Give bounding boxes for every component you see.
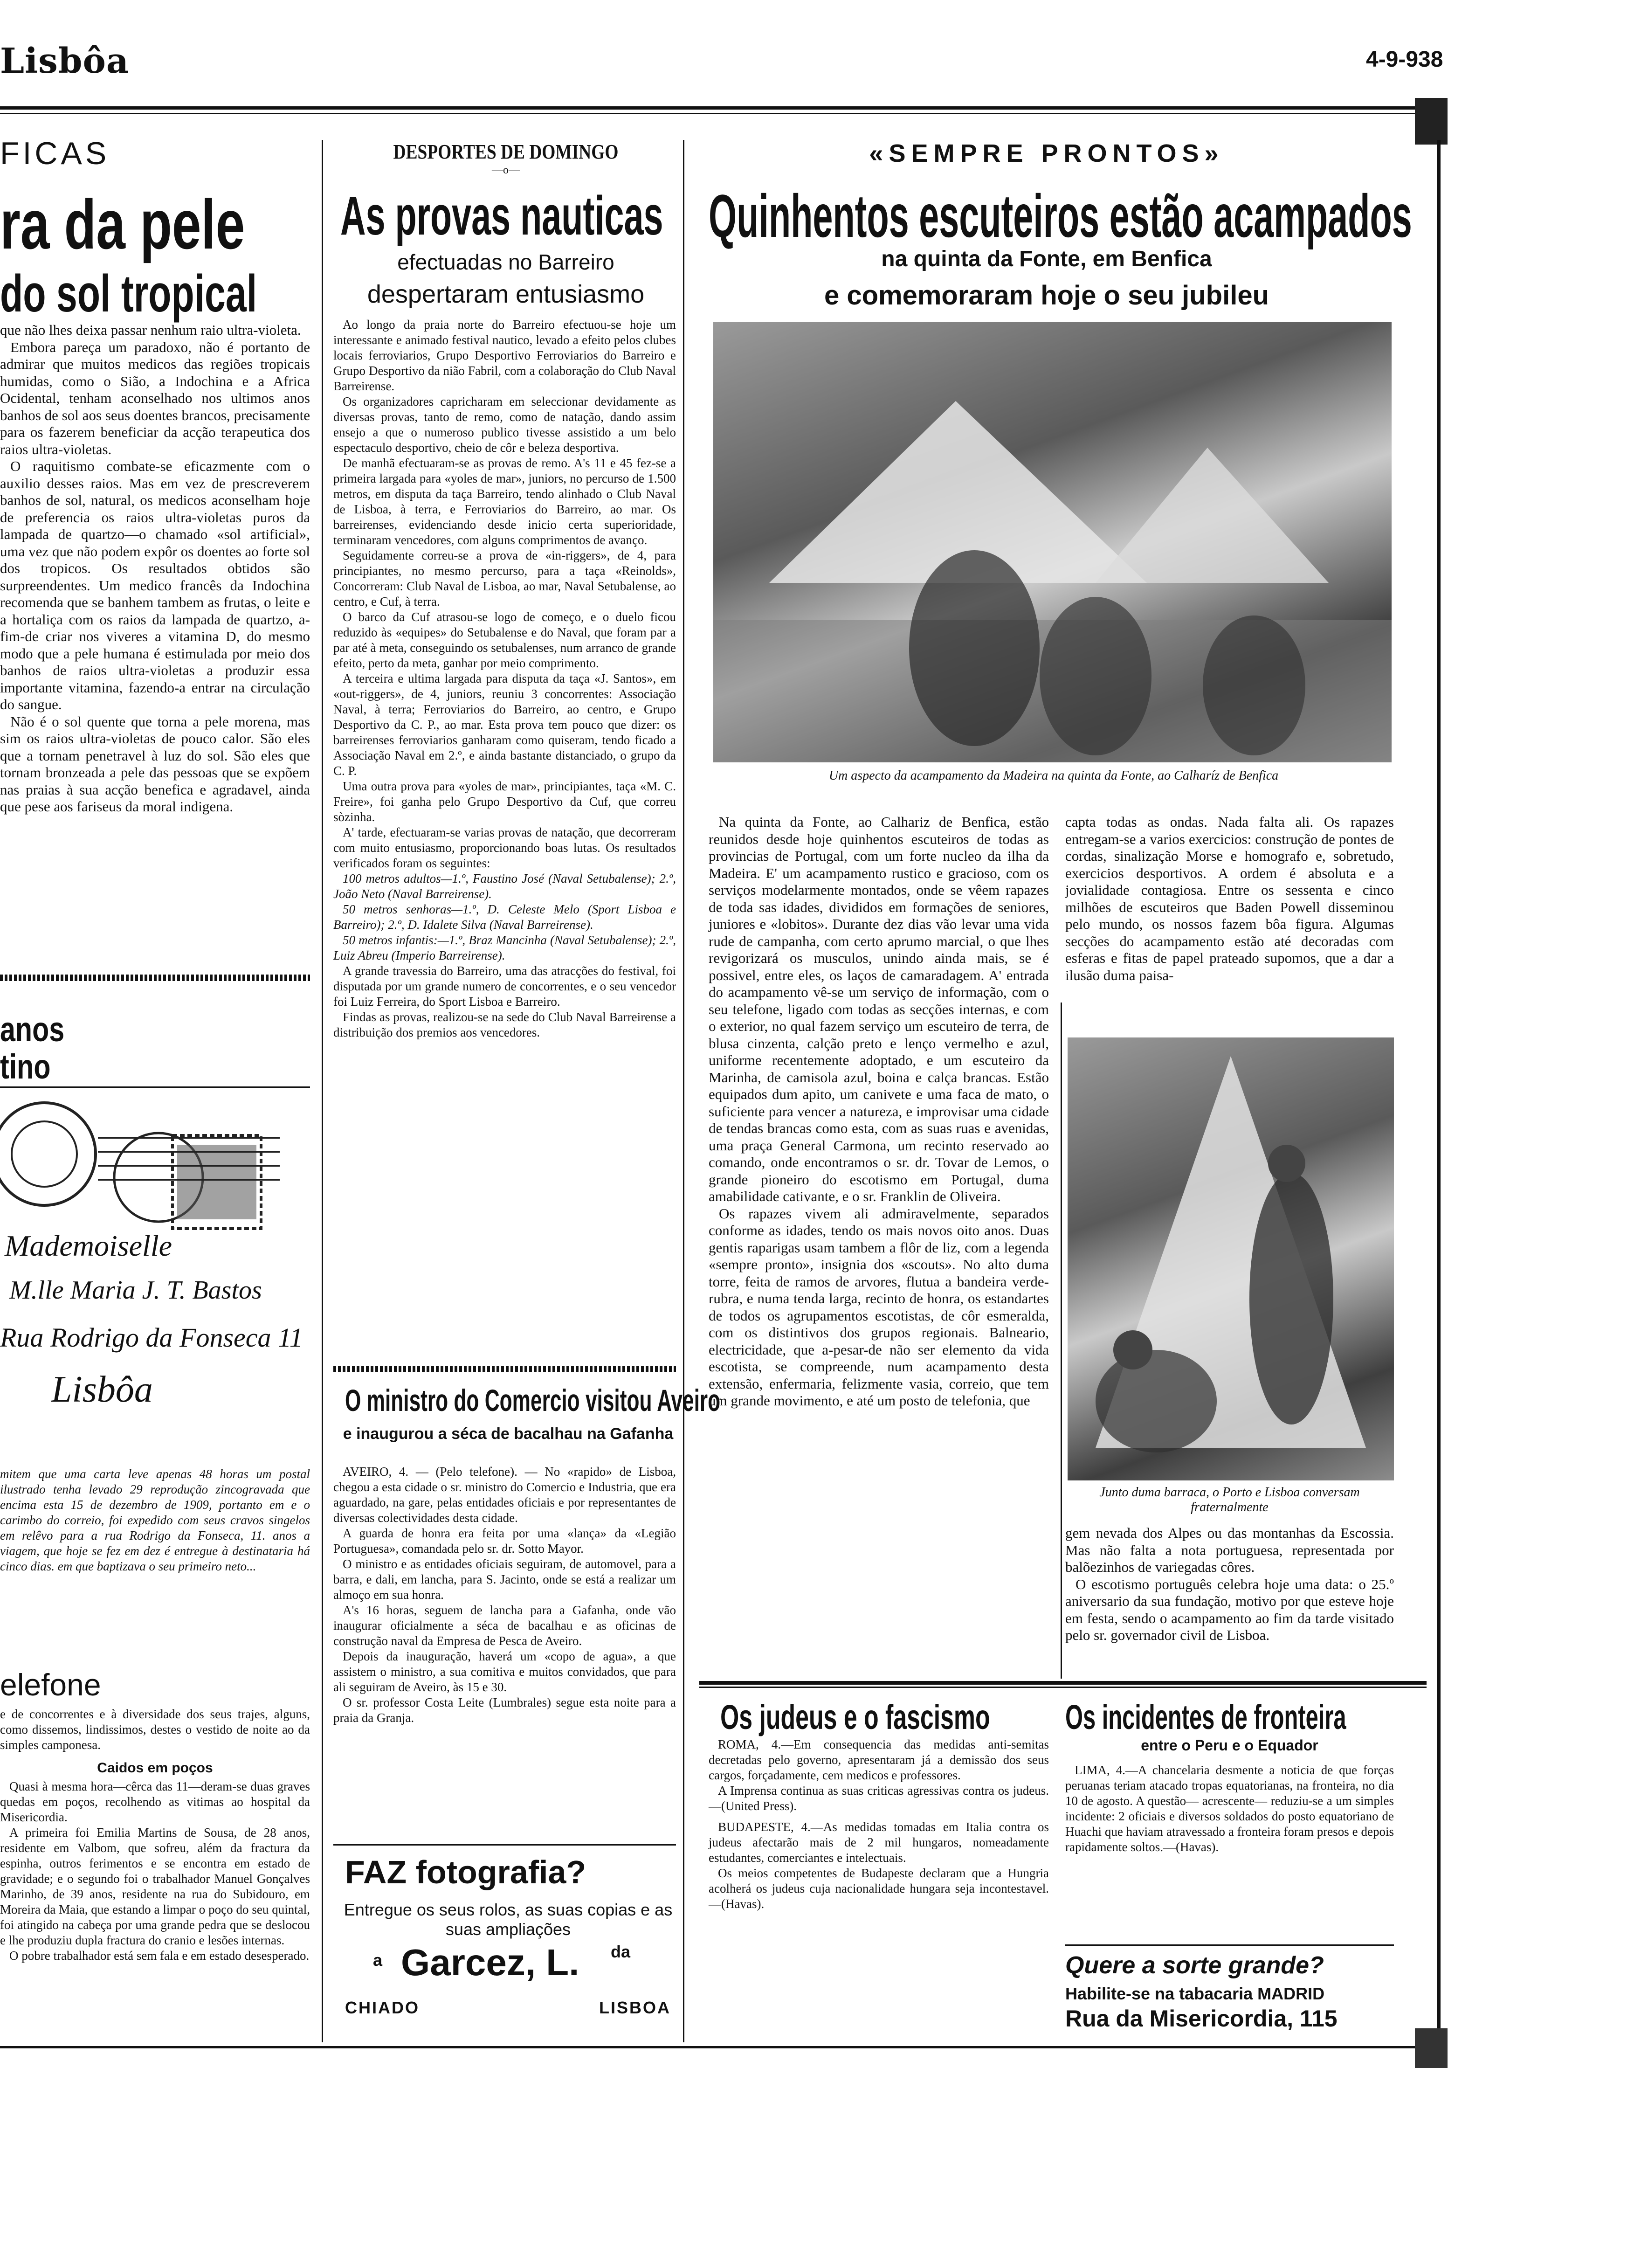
headline: tino — [0, 1047, 51, 1086]
handwriting-line: M.lle Maria J. T. Bastos — [9, 1276, 262, 1305]
kicker: «SEMPRE PRONTOS» — [869, 139, 1224, 167]
article-body — [333, 1464, 676, 1726]
article-body — [709, 814, 1049, 1410]
paragraph: e de concorrentes e à diversidade dos seus trajes, alguns, como dissemos, lindissimos, destes o vestido de noite ao da simples camponesa. — [0, 1707, 310, 1752]
subheadline: e inaugurou a séca de bacalhau na Gafanha — [343, 1425, 674, 1443]
paragraph: O raquitismo combate-se eficazmente com o auxilio desses raios. Mas em vez de prescreverem banhos de sol, natural, os medicos aconselham hoje de preferencia os raios ultra-violetas puros da lampada de quartzo—o chamado «sol artificial», uma vez que não podem expôr os doentes ao forte sol dos tropicos. Os resultados obtidos são surpreendentes. Um medico francês da Indochina recomenda que se banhem tambem as frutas, o leite e a hortaliça com os raios da lampada de quartzo, a-fim-de criar nos viveres a vitamina D, do mesmo modo que a pele humana é estimulada por meio dos banhos de raios ultra-violetas a produzir essa importante vitamina, fazendo-a entrar na circulação do sangue. — [0, 458, 310, 712]
paragraph: Os rapazes vivem ali admiravelmente, separados conforme as idades, tendo os mais novos oito anos. Duas gentis raparigas usam tambem a flôr de liz, com a legenda «sempre pronto», insignia dos «scouts». No alto duma torre, feita de ramos de arvores, flutua a bandeira verde-rubra, e numa tenda larga, recinto de honra, os estandartes de todos os agrupamentos escotistas, de côr esmeralda, com os distintivos dos grupos regionais. Balneario, electricidade, que a-pesar-de não ser elemento da vida escotista, se compreende, num acampamento desta extensão, enfermaria, felizmente vasia, correio, que tem um grande movimento, e até um posto de telefonia, que — [709, 1205, 1049, 1409]
tent-girls-icon — [1068, 1037, 1394, 1480]
ornamental-rule — [333, 1366, 676, 1372]
photo-caption: Um aspecto da acampamento da Madeira na quinta da Fonte, ao Calharíz de Benfica — [828, 768, 1279, 783]
paragraph: O barco da Cuf atrasou-se logo de começo, e o duelo ficou reduzido às «equipes» do Setubalense e do Naval, que foram par a par até à meta, conseguindo os setubalenses, num arranco de grande efeito, perto da meta, ganhar por meio comprimento. — [333, 610, 676, 670]
section-label: FICAS — [0, 136, 110, 171]
paragraph: A's 16 horas, seguem de lancha para a Gafanha, onde vão inaugurar oficialmente a séca de bacalhau e as oficinas de construção naval da Empresa de Pesca de Aveiro. — [333, 1603, 676, 1648]
paragraph: Ao longo da praia norte do Barreiro efectuou-se hoje um interessante e animado festival nautico, levado a efeito pelos clubes locais ferroviarios, Grupo Desportivo Ferroviarios do Barreiro e Grupo Desportivo da nião Fabril, com a colaboração do Club Naval Barreirense. — [333, 318, 676, 393]
headline: As provas nauticas — [340, 185, 663, 247]
lottery-ad-line: Habilite-se na tabacaria MADRID — [1065, 1984, 1325, 2003]
paragraph: A primeira foi Emilia Martins de Sousa, de 28 anos, residente em Valbom, que sofreu, além da fractura da espinha, outros ferimentos e se encontra em estado de gravidade; e o segundo foi o trabalhador Manuel Gonçalves Marinho, de 39 anos, residente na rua do Subidouro, em Moreira da Maia, que estando a limpar o poço do seu quintal, foi atingido na cabeça por uma grande pedra que se deslocou e lhe produziu dupla fractura do cranio e lesões internas. — [0, 1825, 310, 1947]
subheadline: do sol tropical — [0, 264, 257, 323]
headline: O ministro do Comercio visitou Aveiro — [345, 1383, 721, 1418]
paragraph: BUDAPESTE, 4.—As medidas tomadas em Italia contra os judeus afectarão mais de 2 mil hungaros, nomeadamente estudantes, comerciantes e intelectuais. — [709, 1820, 1049, 1865]
article-body: capta todas as ondas. Nada falta ali. Os rapazes entregam-se a varios exercicios: construção de pontes de cordas, sinalização Morse e homografo e, sobretudo, exercicios desportivos. A ordem é absoluta e a jovialidade contagiosa. Entre os sessenta e cinco milhões de escuteiros que Baden Powell disseminou pelo mundo, os nossos fazem bôa figura. Algumas secções do acampamento estão até decoradas com esferas e fitas de papel prateado supomos, que a dar a ilusão duma paisa- — [1065, 814, 1394, 983]
kicker: DESPORTES DE DOMINGO — [393, 140, 619, 163]
paragraph: ROMA, 4.—Em consequencia das medidas anti-semitas decretadas pelo governo, apresentaram já a demissão dos seus cargos, forçadamente, cem medicos e professores. — [709, 1737, 1049, 1782]
paragraph: O ministro e as entidades oficiais seguiram, de automovel, para a barra, e dali, em lancha, para S. Jacinto, onde se está a realizar um almoço em sua honra. — [333, 1557, 676, 1602]
subheadline: entre o Peru e o Equador — [1141, 1737, 1318, 1754]
lottery-ad-line: Quere a sorte grande? — [1065, 1952, 1324, 1979]
advertisement: FAZ fotografia? Entregue os seus rolos, as suas copias e as suas ampliações a Garcez, L. da CHIADO LISBOA — [340, 1853, 676, 2031]
ad-left: CHIADO — [345, 1998, 420, 2017]
paragraph: Não é o sol quente que torna a pele morena, mas sim os raios ultra-violetas de pouco calor. São eles que a tornam penetravel à luz do sol. São eles que tornam bronzeada a pele das pessoas que se expõem nas praias à sua acção benefica e agradavel, ainda que pese aos fariseus da moral indigena. — [0, 713, 310, 815]
subheadline: efectuadas no Barreiro — [397, 250, 614, 274]
paragraph: O pobre trabalhador está sem fala e em estado desesperado. — [9, 1949, 310, 1963]
section-heading: elefone — [0, 1667, 101, 1702]
paragraph: De manhã efectuaram-se as provas de remo. A's 11 e 45 fez-se a primeira largada para «yoles de mar», juniors, no percurso de 1.500 metros, em disputa da taça Barreiro, tendo alinhado o Club Naval de Lisboa, à terra, e Ferroviarios do Barreiro, ao mar. Os barreirenses, evidenciando desde inicio certa superioridade, terminaram vencedores, com alguns comprimentos de avanço. — [333, 456, 676, 547]
paragraph: Embora pareça um paradoxo, não é portanto de admirar que muitos medicos das regiões tropicais humidas, como o Sião, a Indochina e a Africa Ocidental, tenham aconselhado nos ultimos anos banhos de sol aos seus doentes brancos, precisamente para os fazerem beneficiar da acção terapeutica dos raios ultra-violetas. — [0, 339, 310, 457]
ornamental-rule — [0, 975, 310, 981]
subheadline: na quinta da Fonte, em Benfica — [881, 247, 1212, 271]
handwriting-line: Lisbôa — [51, 1369, 153, 1410]
column-rule — [683, 140, 684, 2042]
page-edge-rule — [1437, 140, 1441, 2033]
paragraph: Quasi à mesma hora—cêrca das 11—deram-se duas graves quedas em poços, recolhendo as vitimas ao hospital da Misericordia. — [0, 1779, 310, 1824]
subheading: Caidos em poços — [97, 1760, 213, 1776]
photo-caption: Junto duma barraca, o Porto e Lisboa conversam fraternalmente — [1099, 1485, 1360, 1514]
article-body — [0, 1779, 310, 1964]
paragraph: 50 metros senhoras—1.º, D. Celeste Melo (Sport Lisboa e Barreiro); 2.º, D. Idalete Silva (Naval Barreirense). — [333, 902, 676, 932]
bottom-rule — [0, 2046, 1427, 2048]
paragraph: Seguidamente correu-se a prova de «in-riggers», de 4, para principiantes, no mesmo percurso, para a taça «Reinolds», Concorreram: Club Naval de Lisboa, ao mar, Naval Setubalense, ao centro, e Cuf, à terra. — [333, 548, 676, 608]
paragraph: 50 metros infantis:—1.º, Braz Mancinha (Naval Setubalense); 2.º, Luiz Abreu (Imperio Barreirense). — [333, 933, 676, 962]
header-rule — [0, 106, 1417, 110]
paragraph: Os organizadores capricharam em seleccionar devidamente as diversas provas, tanto de remo, como de natação, dando assim ensejo a que o numeroso publico tivesse assistido a um belo espectaculo desportivo, cheio de côr e beleza desportiva. — [333, 394, 676, 455]
subheadline: despertaram entusiasmo — [367, 280, 645, 308]
handwriting-line: Rua Rodrigo da Fonseca 11 — [0, 1322, 303, 1353]
subheadline: e comemoraram hoje o seu jubileu — [824, 280, 1269, 311]
paragraph: Os meios competentes de Budapeste declaram que a Hungria acolherá os judeus cuja nacionalidade hungara seja incontestavel.—(Havas). — [709, 1866, 1049, 1911]
paragraph: Uma outra prova para «yoles de mar», principiantes, taça «M. C. Freire», foi ganha pelo Grupo Desportivo da Cuf, que correu sòzinha. — [333, 779, 676, 824]
postal-card-image — [0, 1093, 310, 1462]
paragraph: A guarda de honra era feita por uma «lança» da «Legião Portuguesa», comandada pelo sr. dr. Sotto Mayor. — [333, 1526, 676, 1556]
masthead: Lisbôa — [0, 41, 129, 81]
scouts-tent-photo — [1068, 1037, 1394, 1480]
handwriting-line: Mademoiselle — [5, 1229, 172, 1262]
ad-brand: Garcez, L. — [401, 1942, 579, 1983]
paragraph: A' tarde, efectuaram-se varias provas de natação, que decorreram com muito entusiasmo, proporcionando boas lutas. Os resultados verificados foram os seguintes: — [333, 825, 676, 870]
headline: ra da pele — [0, 185, 245, 263]
column-rule — [1061, 1003, 1062, 1679]
paragraph: Na quinta da Fonte, ao Calhariz de Benfica, estão reunidos desde hoje quinhentos escuteiros de todas as provincias de Portugal, com um forte nucleo da ilha da Madeira. E' um acampamento rustico e gracioso, com os serviços modelarmente montados, onde se vêem rapazes de toda sas idades, divididos em formações de seniores, juniores e «lobitos». Durante dez dias vão levar uma vida rude de campanha, com certo aprumo marcial, o que lhes revigorizará os musculos, unindo ainda mais, se é possivel, entre eles, os laços de camaradagem. A' entrada do acampamento vê-se um serviço de informação, com o seu telefone, ligado com todas as secções internas, e com o exterior, no qual fazem serviço um escuteiro de terra, de blusa cinzenta, calção preto e lenço vermelho e azul, uniforme recentemente adoptado, e um escuteiro da Marinha, de camisola azul, boina e calça brancas. Estão equipados dum apito, um canivete e uma faca de mato, o suficiente para vencer a natureza, e improvisar uma cidade de tendas brancas como esta, com as suas ruas e avenidas, uma praça General Carmona, um recinto reservado ao comando, onde encontramos o sr. dr. Tovar de Lemos, o grande pioneiro do escotismo em Portugal, duma amabilidade cativante, e o sr. Franklin de Oliveira. — [709, 814, 1049, 1204]
paragraph: O sr. professor Costa Leite (Lumbrales) segue esta noite para a praia da Granja. — [333, 1695, 676, 1725]
ad-right: LISBOA — [599, 1998, 671, 2017]
postal-caption: mitem que uma carta leve apenas 48 horas um postal ilustrado tenha levado 29 reprodução zincogravada que encima esta 15 de dezembro de 1909, portanto em e o carimbo do correio, foi expedido com seus cravos singelos em relêvo para a rua Rodrigo da Fonseca, 11. anos a viagem, que hoje se fez em dez é entregue à destinataria há cinco dias. em que baptizava o seu primeiro neto... — [0, 1467, 310, 1573]
paragraph: LIMA, 4.—A chancelaria desmente a noticia de que forças peruanas teriam atacado tropas equatorianas, na fronteira, no dia 10 de agosto. A questão— acrescente— reduziu-se a um simples incidente: 2 oficiais e diversos soldados do posto equatoriano de Huachi que haviam atravessado a fronteira foram presos e depois rapidamente soltos.—(Havas). — [1065, 1763, 1394, 1854]
paragraph: AVEIRO, 4. — (Pelo telefone). — No «rapido» de Lisboa, chegou a esta cidade o sr. ministro do Comercio e Industria, que era aguardado, na gare, pelas entidades oficiais e por representantes de diversas colectividades desta cidade. — [333, 1465, 676, 1525]
ad-text: Entregue os seus rolos, as suas copias e as suas ampliações — [344, 1900, 673, 1939]
headline: anos — [0, 1010, 65, 1049]
paragraph: 100 metros adultos—1.º, Faustino José (Naval Setubalense); 2.º, João Neto (Naval Barreirense). — [333, 871, 676, 901]
article-body — [1065, 1525, 1394, 1644]
ad-title: FAZ fotografia? — [345, 1854, 586, 1890]
paragraph: A terceira e ultima largada para disputa da taça «J. Santos», em «out-riggers», de 4, juniors, reuniu 3 concorrentes: Associação Naval, à terra; Ferroviarios do Barreiro, ao centro, e Grupo Desportivo da C. P., ao mar. Esta prova tem pouco que dizer: os barreirenses ferroviarios ganharam como quiseram, tendo ficado a Associação Naval em 2.º, e ainda bastante distanciado, o grupo da C. P. — [333, 671, 676, 778]
section-rule — [699, 1681, 1427, 1685]
headline: Quinhentos escuteiros estão acampados — [709, 182, 1412, 250]
paragraph: Findas as provas, realizou-se na sede do Club Naval Barreirense a distribuição dos premios aos vencedores. — [333, 1010, 676, 1039]
lottery-ad-line: Rua da Misericordia, 115 — [1065, 2005, 1338, 2032]
headline: Os judeus e o fascismo — [720, 1698, 990, 1736]
article-body — [709, 1737, 1049, 1912]
article-body — [333, 317, 676, 1040]
paragraph: gem nevada dos Alpes ou das montanhas da Escossia. Mas não falta a nota portuguesa, representada por balõezinhos de variegadas côres. — [1065, 1525, 1394, 1575]
page-date: 4-9-938 — [1366, 47, 1443, 72]
scouts-camp-photo — [713, 322, 1392, 762]
paragraph: que não lhes deixa passar nenhum raio ultra-violeta. — [0, 322, 301, 338]
paragraph: O escotismo português celebra hoje uma data: o 25.º aniversario da sua fundação, motivo por que esteve hoje em festa, sendo o acampamento ao fim da tarde visitado pelo sr. governador civil de Lisboa. — [1065, 1576, 1394, 1643]
article-body — [0, 322, 310, 816]
headline: Os incidentes de fronteira — [1065, 1698, 1346, 1736]
paragraph: A grande travessia do Barreiro, uma das atracções do festival, foi disputada por um grande numero de concorrentes, e o seu vencedor foi Luiz Ferreira, do Sport Lisboa e Barreiro. — [333, 964, 676, 1009]
paragraph: Depois da inauguração, haverá um «copo de agua», a que assistem o ministro, a sua comitiva e muitos convidados, que para ali seguiram de Aveiro, às 15 e 30. — [333, 1649, 676, 1694]
tent-scene-icon — [713, 322, 1392, 762]
column-rule — [322, 140, 323, 2042]
corner-ornament — [1415, 98, 1448, 145]
paragraph: A Imprensa continua as suas criticas agressivas contra os judeus.—(United Press). — [709, 1784, 1049, 1813]
